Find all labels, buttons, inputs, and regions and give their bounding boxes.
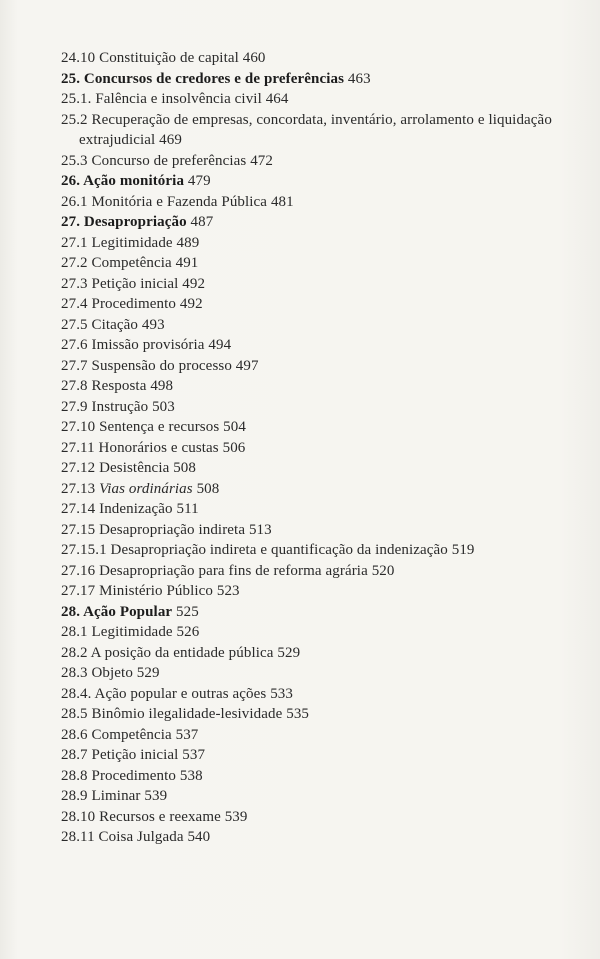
toc-entry: 27.9 Instrução 503 bbox=[61, 398, 175, 415]
toc-entry: 27.6 Imissão provisória 494 bbox=[61, 337, 232, 353]
toc-entry: 28.3 Objeto 529 bbox=[61, 665, 160, 681]
toc-entry: 27.4 Procedimento 492 bbox=[61, 296, 203, 312]
toc-entry: 27.12 Desistência 508 bbox=[61, 460, 197, 476]
toc-chapter-heading: 28. Ação Popular 525 bbox=[61, 603, 199, 620]
toc-entry: 27.11 Honorários e custas 506 bbox=[61, 439, 246, 456]
toc-entry: 27.14 Indenização 511 bbox=[61, 501, 199, 517]
toc-chapter-heading: 26. Ação monitória 479 bbox=[61, 173, 211, 189]
toc-entry: 28.11 Coisa Julgada 540 bbox=[61, 829, 211, 845]
toc-entry: 28.5 Binômio ilegalidade-lesividade 535 bbox=[61, 706, 310, 722]
toc-entry: 28.9 Liminar 539 bbox=[61, 788, 168, 804]
toc-entry: 27.17 Ministério Público 523 bbox=[61, 583, 240, 599]
toc-entry: 26.1 Monitória e Fazenda Pública 481 bbox=[61, 193, 294, 210]
toc-entry: 27.13 Vias ordinárias 508 bbox=[61, 480, 220, 497]
toc-entry: 27.16 Desapropriação para fins de reforma agrária 520 bbox=[61, 562, 395, 579]
toc-entry: 27.7 Suspensão do processo 497 bbox=[61, 357, 259, 374]
toc-entry: 27.8 Resposta 498 bbox=[61, 378, 174, 394]
toc-entry: 28.1 Legitimidade 526 bbox=[61, 624, 200, 640]
toc-italic-term: Vias ordinárias bbox=[99, 480, 193, 497]
toc-entry: 28.7 Petição inicial 537 bbox=[61, 747, 206, 763]
toc-entry: 27.5 Citação 493 bbox=[61, 316, 165, 333]
toc-entry: 28.2 A posição da entidade pública 529 bbox=[61, 644, 301, 661]
toc-entry: 27.2 Competência 491 bbox=[61, 255, 199, 271]
toc-entry: 28.4. Ação popular e outras ações 533 bbox=[61, 685, 293, 702]
toc-entry: 28.6 Competência 537 bbox=[61, 726, 199, 743]
toc-entry: 27.15 Desapropriação indireta 513 bbox=[61, 521, 272, 538]
toc-chapter-heading: 27. Desapropriação 487 bbox=[61, 214, 214, 230]
toc-entry: 27.10 Sentença e recursos 504 bbox=[61, 419, 246, 435]
toc-entry: 25.2 Recuperação de empresas, concordata, inventário, arrolamento e liquidação extrajudicial 469 bbox=[61, 111, 552, 148]
toc-entry: 28.8 Procedimento 538 bbox=[61, 767, 203, 784]
toc-chapter-heading: 25. Concursos de credores e de preferências 463 bbox=[61, 70, 371, 87]
toc-entry: 24.10 Constituição de capital 460 bbox=[61, 50, 266, 66]
toc-entry: 25.1. Falência e insolvência civil 464 bbox=[61, 91, 289, 107]
toc-entry: 25.3 Concurso de preferências 472 bbox=[61, 152, 274, 169]
toc-entry: 27.15.1 Desapropriação indireta e quantificação da indenização 519 bbox=[61, 542, 475, 558]
table-of-contents bbox=[61, 48, 561, 848]
toc-entry: 27.3 Petição inicial 492 bbox=[61, 275, 206, 292]
toc-entry: 27.1 Legitimidade 489 bbox=[61, 234, 200, 251]
toc-entry: 28.10 Recursos e reexame 539 bbox=[61, 808, 248, 825]
